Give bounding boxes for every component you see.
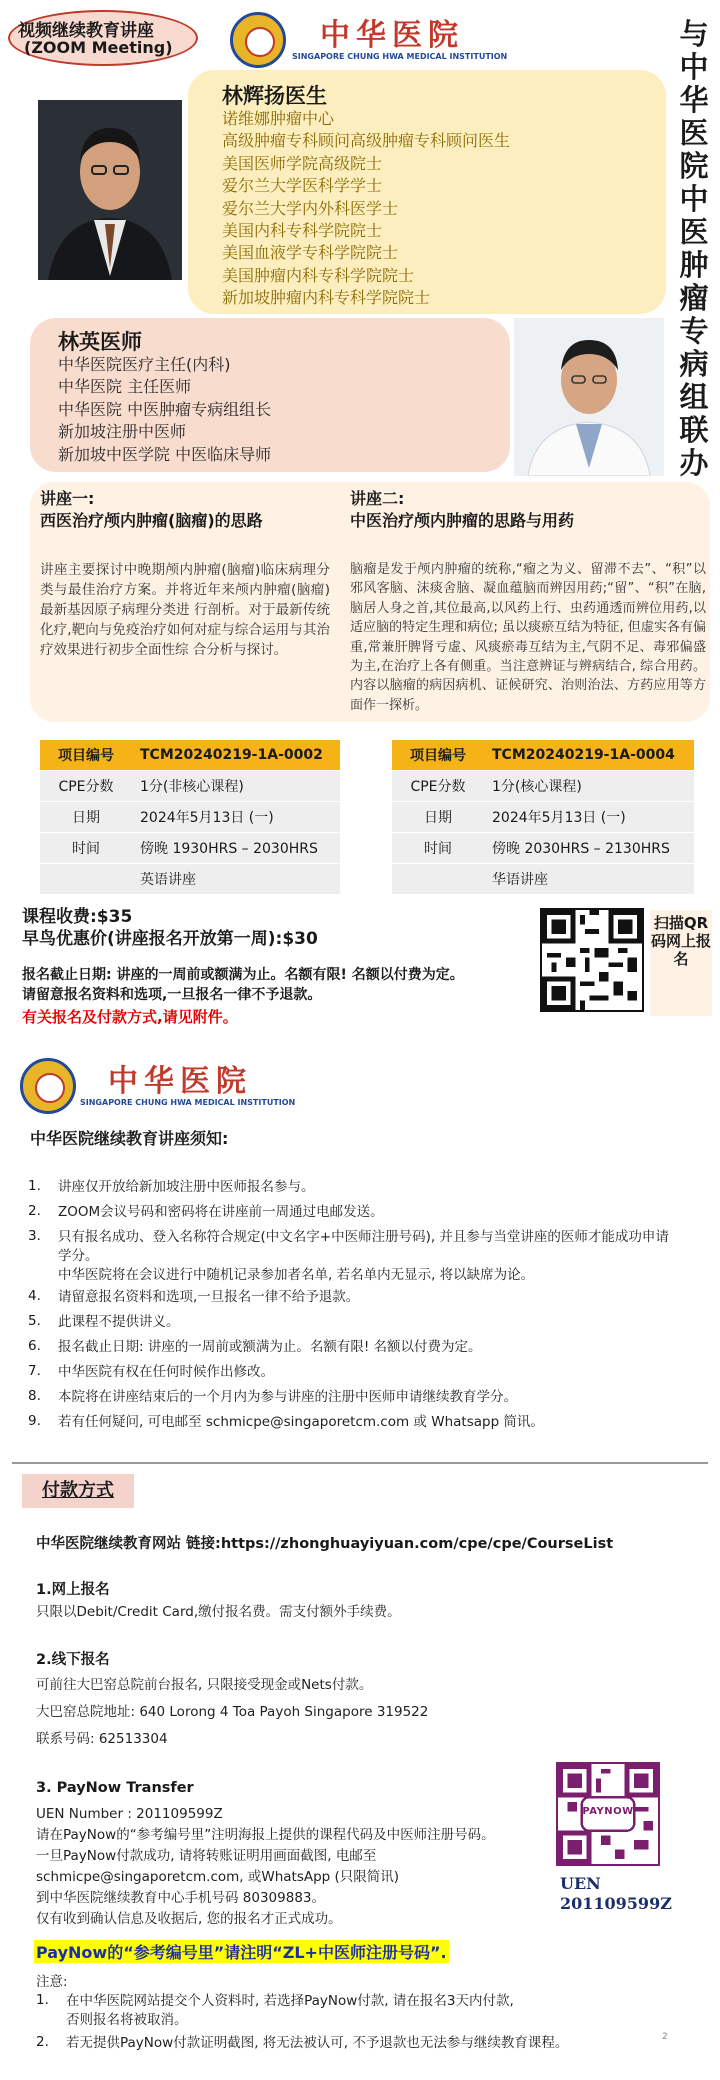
table-row	[40, 863, 340, 894]
doctor2-name: 林英医师	[58, 330, 142, 354]
lecture2	[350, 488, 706, 715]
registration-qr-code[interactable]	[540, 908, 644, 1012]
table-row	[392, 770, 694, 801]
doctor1-credentials	[222, 108, 510, 310]
paynow-logo-text: PAYNOW	[582, 1806, 634, 1817]
notice-item-text: 中华医院有权在任何时候作出修改。	[58, 1364, 274, 1380]
doctor1-credential-line: 爱尔兰大学内外科医学士	[222, 198, 399, 218]
table-cell: 时间	[40, 832, 132, 863]
list-item: 4. 请留意报名资料和选项,一旦报名一律不给予退款。	[28, 1288, 678, 1313]
table-row	[40, 740, 340, 770]
doctor1-credential-line: 高级肿瘤专科顾问高级肿瘤专科顾问医生	[222, 131, 511, 151]
doctor1-name: 林辉扬医生	[222, 84, 327, 108]
course-fee: 课程收费:$35	[22, 907, 133, 927]
table-cell: 时间	[392, 832, 484, 863]
early-bird-fee: 早鸟优惠价(讲座报名开放第一周):$30	[22, 929, 318, 949]
lecture2-title: 中医治疗颅内肿瘤的思路与用药	[350, 511, 575, 530]
offline-line: 大巴窑总院地址: 640 Lorong 4 Toa Payoh Singapore 319522	[36, 1704, 429, 1720]
registration-deadline: 报名截止日期: 讲座的一周前或额满为止。名额有限! 名额以付费为定。	[22, 967, 464, 983]
table-cell: CPE分数	[40, 770, 132, 801]
notice-list	[28, 1178, 678, 1438]
list-item: 2. ZOOM会议号码和密码将在讲座前一周通过电邮发送。	[28, 1203, 678, 1228]
note-item-text: 在中华医院网站提交个人资料时, 若选择PayNow付款, 请在报名3天内付款, 否则报名将被取消。	[66, 1993, 514, 2028]
table-row	[392, 832, 694, 863]
hospital-name-cn: 中华医院	[320, 18, 464, 53]
no-refund-note: 请留意报名资料和选项,一旦报名一律不予退款。	[22, 987, 322, 1003]
doctor1-credential-line: 新加坡肿瘤内科专科学院院士	[222, 288, 431, 308]
page-number: 2	[662, 2032, 668, 2042]
list-item: 8. 本院将在讲座结束后的一个月内为参与讲座的注册中医师申请继续教育学分。	[28, 1388, 678, 1413]
lecture2-label: 讲座二:	[350, 489, 405, 508]
hospital-emblem-icon	[20, 1058, 76, 1114]
doctor2-credential-line: 中华医院 主任医师	[58, 377, 192, 397]
table-cell: 项目编号	[392, 740, 484, 770]
table-cell: 1分(核心课程)	[484, 770, 694, 801]
notice-item-text: 报名截止日期: 讲座的一周前或额满为止。名额有限! 名额以付费为定。	[58, 1339, 482, 1355]
paynow-line: 仅有收到确认信息及收据后, 您的报名才正式成功。	[36, 1911, 342, 1927]
table-cell: 2024年5月13日 (一)	[132, 801, 340, 832]
notice-item-text: 请留意报名资料和选项,一旦报名一律不给予退款。	[58, 1289, 360, 1305]
table-cell: TCM20240219-1A-0004	[484, 740, 694, 770]
section-divider	[12, 1462, 708, 1464]
lecture1-title: 西医治疗颅内肿瘤(脑瘤)的思路	[40, 511, 263, 530]
paynow-line: schmicpe@singaporetcm.com, 或WhatsApp (只限简讯)	[36, 1869, 400, 1885]
table-cell: 华语讲座	[484, 863, 694, 894]
table-row	[40, 770, 340, 801]
event-type-line2: (ZOOM Meeting)	[24, 38, 173, 57]
table-row	[392, 740, 694, 770]
doctor1-credential-line: 美国内科专科学院院士	[222, 221, 383, 241]
lecture1-info-table	[40, 740, 340, 895]
note-heading: 注意:	[36, 1974, 68, 1990]
notice-item-text: 此课程不提供讲义。	[58, 1314, 180, 1330]
paynow-heading: 3. PayNow Transfer	[36, 1780, 194, 1796]
note-item-text: 若无提供PayNow付款证明截图, 将无法被认可, 不予退款也无法参与继续教育课程。	[66, 2035, 569, 2051]
hospital-name-en: SINGAPORE CHUNG HWA MEDICAL INSTITUTION	[80, 1098, 296, 1107]
table-cell: TCM20240219-1A-0002	[132, 740, 340, 770]
hospital-name-en: SINGAPORE CHUNG HWA MEDICAL INSTITUTION	[292, 52, 508, 61]
offline-registration-details	[36, 1672, 428, 1753]
table-row	[40, 832, 340, 863]
doctor1-credential-line: 美国血液学专科学院院士	[222, 243, 399, 263]
doctor2-credential-line: 中华医院 中医肿瘤专病组组长	[58, 399, 272, 419]
table-row	[40, 801, 340, 832]
paynow-line: 请在PayNow的“参考编号里”注明海报上提供的课程代码及中医师注册号码。	[36, 1827, 495, 1843]
doctor2-credential-line: 新加坡中医学院 中医临床导师	[58, 444, 272, 464]
doctor1-credential-line: 美国肿瘤内科专科学院院士	[222, 265, 415, 285]
table-cell: 项目编号	[40, 740, 132, 770]
cpe-website-link[interactable]: 中华医院继续教育网站 链接:https://zhonghuayiyuan.com/cpe/cpe/CourseList	[36, 1536, 614, 1552]
table-row	[392, 863, 694, 894]
table-cell: 英语讲座	[132, 863, 340, 894]
uen-value: 201109599Z	[560, 1894, 672, 1913]
paynow-qr-code[interactable]	[556, 1762, 660, 1866]
notice-item-text: 若有任何疑问, 可电邮至 schmicpe@singaporetcm.com 或 Whatsapp 简讯。	[58, 1414, 544, 1430]
list-item: 1. 在中华医院网站提交个人资料时, 若选择PayNow付款, 请在报名3天内付款, 否则报名将被取消。	[36, 1992, 676, 2034]
payment-heading: 付款方式	[22, 1474, 134, 1508]
paynow-reference-highlight: PayNow的“参考编号里”请注明“ZL+中医师注册号码”.	[34, 1940, 449, 1963]
online-registration-text: 只限以Debit/Credit Card,缴付报名费。需支付额外手续费。	[36, 1604, 401, 1620]
paynow-details	[36, 1804, 495, 1930]
doctor1-photo	[38, 100, 182, 280]
offline-line: 可前往大巴窑总院前台报名, 只限接受现金或Nets付款。	[36, 1677, 373, 1693]
co-organizer-vertical-title: 与中华医院中医肿瘤专病组联办	[679, 17, 709, 480]
lecture2-info-table	[392, 740, 694, 895]
table-cell: 日期	[392, 801, 484, 832]
list-item: 7. 中华医院有权在任何时候作出修改。	[28, 1363, 678, 1388]
hospital-name-cn: 中华医院	[108, 1064, 252, 1099]
table-cell	[392, 863, 484, 894]
list-item: 2. 若无提供PayNow付款证明截图, 将无法被认可, 不予退款也无法参与继续教育课程。	[36, 2034, 676, 2056]
offline-registration-heading: 2.线下报名	[36, 1652, 110, 1668]
doctor1-credential-line: 美国医师学院高级院士	[222, 153, 383, 173]
uen-label: UEN	[560, 1874, 601, 1893]
offline-line: 联系号码: 62513304	[36, 1731, 168, 1747]
doctor2-credential-line: 中华医院医疗主任(内科)	[58, 355, 231, 374]
table-row	[392, 801, 694, 832]
doctor2-photo	[514, 318, 664, 476]
table-cell: 1分(非核心课程)	[132, 770, 340, 801]
lecture1-label: 讲座一:	[40, 489, 95, 508]
doctor1-credential-line: 诺维娜肿瘤中心	[222, 109, 335, 128]
scan-qr-instruction: 扫描QR码网上报名	[650, 910, 712, 1016]
list-item: 3. 只有报名成功、登入名称符合规定(中文名字+中医师注册号码), 并且参与当堂讲座的医师才能成功申请学分。 中华医院将在会议进行中随机记录参加者名单, 若名单内无显示, 将以缺席为论。	[28, 1228, 678, 1288]
lecture1-description: 讲座主要探讨中晚期颅内肿瘤(脑瘤)临床病理分类与最佳治疗方案。并将近年来颅内肿瘤(脑瘤)最新基因原子病理分类进 行剖析。对于最新传统化疗,靶向与免疫治疗如何对症与综合运用与其治疗效果进行初步全面性综 合分析与探讨。	[40, 562, 330, 658]
event-type-line1: 视频继续教育讲座	[18, 21, 154, 41]
table-cell	[40, 863, 132, 894]
table-cell: 傍晚 1930HRS – 2030HRS	[132, 832, 340, 863]
online-registration-heading: 1.网上报名	[36, 1582, 110, 1598]
notice-item-text: 本院将在讲座结束后的一个月内为参与讲座的注册中医师申请继续教育学分。	[58, 1389, 517, 1405]
notice-item-text: ZOOM会议号码和密码将在讲座前一周通过电邮发送。	[58, 1204, 384, 1220]
paynow-line: 一旦PayNow付款成功, 请将转账证明用画面截图, 电邮至	[36, 1848, 377, 1864]
list-item: 9. 若有任何疑问, 可电邮至 schmicpe@singaporetcm.com 或 Whatsapp 简讯。	[28, 1413, 678, 1438]
paynow-line: UEN Number : 201109599Z	[36, 1806, 223, 1822]
notice-item-text: 讲座仅开放给新加坡注册中医师报名参与。	[58, 1179, 315, 1195]
table-cell: CPE分数	[392, 770, 484, 801]
table-cell: 2024年5月13日 (一)	[484, 801, 694, 832]
table-cell: 傍晚 2030HRS – 2130HRS	[484, 832, 694, 863]
notes-list	[36, 1992, 676, 2056]
lecture1	[40, 488, 330, 660]
list-item: 5. 此课程不提供讲义。	[28, 1313, 678, 1338]
doctor1-credential-line: 爱尔兰大学医科学学士	[222, 176, 383, 196]
table-cell: 日期	[40, 801, 132, 832]
lecture2-description: 脑瘤是发于颅内肿瘤的统称,“瘤之为义、留滞不去”、“积”以邪风客脑、沫痰舍脑、凝血蕴脑而辨因用药;“留”、“积”在脑,脑居人身之首,其位最高,以风药上行、虫药通透而辨位用药,以适应脑的特定生理和病位; 虽以痰瘀互结为特征, 但虚实各有偏重,常兼肝脾肾亏虚、风痰瘀毒互结为主,气阴不足、毒邪偏盛为主,在治疗上各有侧重。当注意辨证与辨病结合, 综合用药。 内容以脑瘤的病因病机、证候研究、治则治法、方药应用等方面作一探析。	[350, 562, 706, 713]
list-item: 1. 讲座仅开放给新加坡注册中医师报名参与。	[28, 1178, 678, 1203]
see-attachment-note: 有关报名及付款方式,请见附件。	[22, 1008, 238, 1026]
notice-item-text: 只有报名成功、登入名称符合规定(中文名字+中医师注册号码), 并且参与当堂讲座的医师才能成功申请学分。 中华医院将在会议进行中随机记录参加者名单, 若名单内无显示, 将以缺席为论。	[58, 1229, 669, 1283]
doctor2-credentials	[58, 354, 271, 466]
hospital-emblem-icon	[230, 12, 286, 68]
list-item: 6. 报名截止日期: 讲座的一周前或额满为止。名额有限! 名额以付费为定。	[28, 1338, 678, 1363]
doctor2-credential-line: 新加坡注册中医师	[58, 422, 187, 442]
notice-title: 中华医院继续教育讲座须知:	[30, 1129, 229, 1148]
paynow-line: 到中华医院继续教育中心手机号码 80309883。	[36, 1890, 326, 1906]
